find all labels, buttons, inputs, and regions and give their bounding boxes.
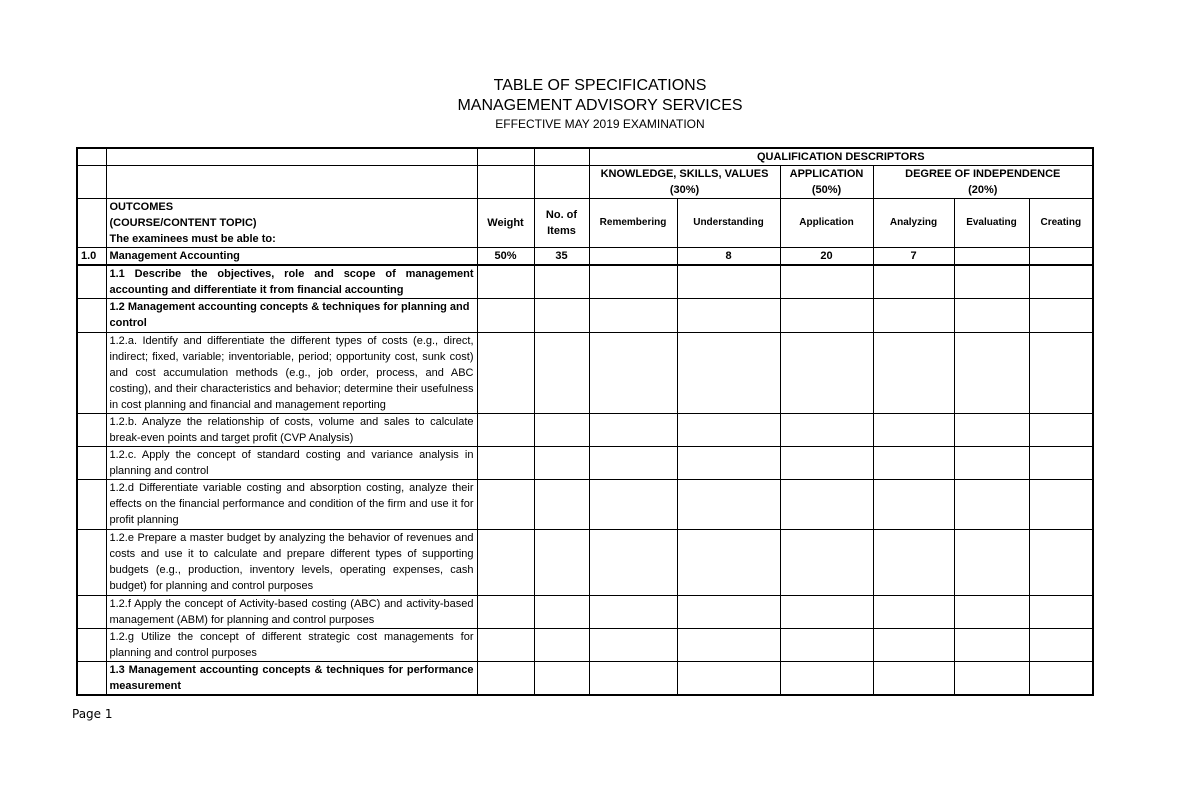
document-subtitle: MANAGEMENT ADVISORY SERVICES	[457, 97, 743, 114]
header-row-columns	[77, 199, 1093, 248]
topic-title: Management Accounting	[106, 248, 477, 266]
topic-remembering	[589, 248, 677, 266]
independence-group-header: DEGREE OF INDEPENDENCE (20%)	[873, 166, 1093, 199]
outcome-1-2-c: 1.2.c. Apply the concept of standard costing and variance analysis in planning and control	[106, 447, 477, 480]
effective-date: EFFECTIVE MAY 2019 EXAMINATION	[495, 117, 705, 131]
analyzing-header: Analyzing	[873, 199, 954, 248]
page-number: Page 1	[72, 707, 113, 721]
topic-weight: 50%	[477, 248, 534, 266]
outcome-1-2-d: 1.2.d Differentiate variable costing and absorption costing, analyze their effects on the financial performance and condition of the firm and use it for profit planning	[106, 480, 477, 530]
header-row-qualification	[77, 148, 1093, 166]
table-row-main-topic	[77, 248, 1093, 266]
outcome-1-2-e: 1.2.e Prepare a master budget by analyzing the behavior of revenues and costs and use it to calculate and prepare different types of supporting budgets (e.g., production, inventory levels, operating expenses, cash budget) for planning and control purposes	[106, 530, 477, 596]
outcome-1-2: 1.2 Management accounting concepts & techniques for planning and control	[106, 299, 477, 333]
topic-creating	[1029, 248, 1093, 266]
topic-items: 35	[534, 248, 589, 266]
remembering-header: Remembering	[589, 199, 677, 248]
creating-header: Creating	[1029, 199, 1093, 248]
application-header: Application	[780, 199, 873, 248]
outcome-1-3: 1.3 Management accounting concepts & techniques for performance measurement	[106, 662, 477, 696]
specifications-table	[76, 147, 1094, 696]
document-title: TABLE OF SPECIFICATIONS	[493, 77, 707, 94]
table-row	[77, 447, 1093, 480]
outcome-1-2-f: 1.2.f Apply the concept of Activity-based costing (ABC) and activity-based management (ABM) for planning and control purposes	[106, 596, 477, 629]
outcome-1-2-a: 1.2.a. Identify and differentiate the different types of costs (e.g., direct, indirect; fixed, variable; inventoriable, period; opportunity cost, sunk cost) and cost accumulation methods (e.g., job order, process, and ABC costing), and their characteristics and behavior; determine their usefulness in cost planning and financial and management reporting	[106, 333, 477, 414]
table-row	[77, 480, 1093, 530]
weight-header: Weight	[477, 199, 534, 248]
understanding-header: Understanding	[677, 199, 780, 248]
evaluating-header: Evaluating	[954, 199, 1029, 248]
topic-understanding: 8	[677, 248, 780, 266]
table-row	[77, 299, 1093, 333]
table-row	[77, 530, 1093, 596]
table-row	[77, 265, 1093, 299]
outcome-1-2-b: 1.2.b. Analyze the relationship of costs, volume and sales to calculate break-even points and target profit (CVP Analysis)	[106, 414, 477, 447]
table-row	[77, 596, 1093, 629]
topic-number: 1.0	[77, 248, 106, 266]
qualification-descriptors-header: QUALIFICATION DESCRIPTORS	[589, 148, 1093, 166]
topic-application: 20	[780, 248, 873, 266]
ksv-group-header: KNOWLEDGE, SKILLS, VALUES (30%)	[589, 166, 780, 199]
outcomes-header: OUTCOMES (COURSE/CONTENT TOPIC) The examinees must be able to:	[106, 199, 477, 248]
application-group-header: APPLICATION (50%)	[780, 166, 873, 199]
outcome-1-2-g: 1.2.g Utilize the concept of different strategic cost managements for planning and control purposes	[106, 629, 477, 662]
table-row	[77, 629, 1093, 662]
document-header	[0, 76, 1200, 132]
items-header: No. of Items	[534, 199, 589, 248]
topic-analyzing: 7	[873, 248, 954, 266]
outcome-1-1: 1.1 Describe the objectives, role and scope of management accounting and differentiate it from financial accounting	[106, 265, 477, 299]
table-row	[77, 662, 1093, 696]
table-row	[77, 333, 1093, 414]
table-row	[77, 414, 1093, 447]
topic-evaluating	[954, 248, 1029, 266]
header-row-groups	[77, 166, 1093, 199]
